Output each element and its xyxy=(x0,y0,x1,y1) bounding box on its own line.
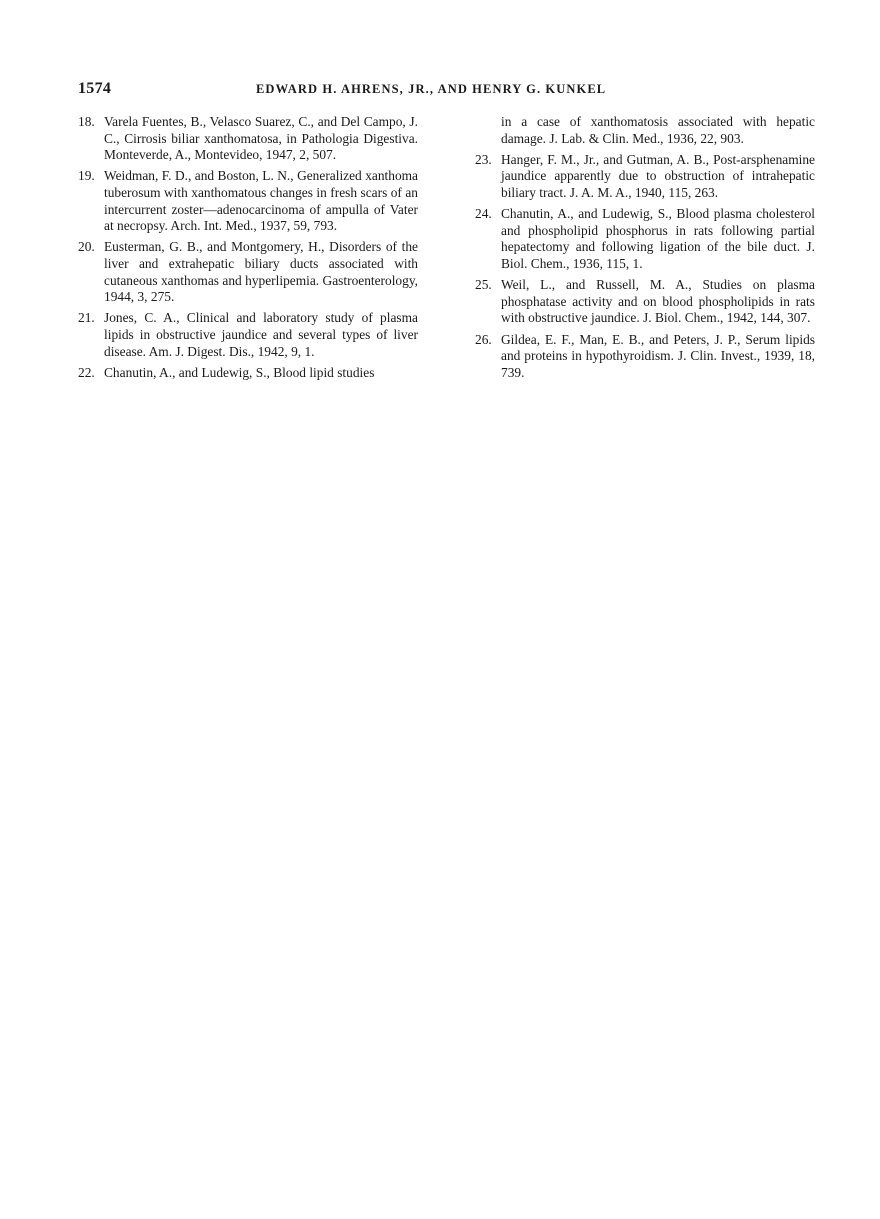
reference-26 xyxy=(475,332,815,382)
reference-22-continuation: in a case of xanthomatosis associated with hepatic damage. J. Lab. & Clin. Med., 1936, 22, 903. xyxy=(501,114,815,146)
reference-24 xyxy=(475,206,815,272)
reference-text: Eusterman, G. B., and Montgomery, H., Disorders of the liver and extrahepatic biliary ducts associated with cutaneous xanthomas and hyperlipemia. Gastroenterology, 1944, 3, 275. xyxy=(104,239,418,305)
reference-number: 18. xyxy=(78,114,95,129)
reference-25 xyxy=(475,277,815,327)
reference-text: Chanutin, A., and Ludewig, S., Blood plasma cholesterol and phospholipid phosphorus in rats following partial hepatectomy and following ligation of the bile duct. J. Biol. Chem., 1936, 115, 1. xyxy=(501,206,815,271)
reference-22 xyxy=(78,365,418,382)
reference-text: Weidman, F. D., and Boston, L. N., Generalized xanthoma tuberosum with xanthomatous changes in fresh scars of an intercurrent zoster—adenocarcinoma of ampulla of Vater at necropsy. Arch. Int. Med., 1937, 59, 793. xyxy=(104,168,418,234)
reference-23 xyxy=(475,152,815,202)
references-left-column xyxy=(78,114,418,386)
reference-text: Weil, L., and Russell, M. A., Studies on plasma phosphatase activity and on blood phospholipids in rats with obstructive jaundice. J. Biol. Chem., 1942, 144, 307. xyxy=(501,277,815,326)
reference-number: 26. xyxy=(475,331,492,347)
reference-number: 22. xyxy=(78,364,95,380)
reference-21 xyxy=(78,310,418,360)
reference-19 xyxy=(78,168,418,234)
page-header xyxy=(78,80,814,100)
reference-text: Jones, C. A., Clinical and laboratory study of plasma lipids in obstructive jaundice and several types of liver disease. Am. J. Digest. Dis., 1942, 9, 1. xyxy=(104,310,418,359)
reference-text: Varela Fuentes, B., Velasco Suarez, C., and Del Campo, J. C., Cirrosis biliar xanthomatosa, in Pathologia Digestiva. Monteverde, A., Montevideo, 1947, 2, 507. xyxy=(104,114,418,163)
reference-number: 25. xyxy=(475,277,492,293)
reference-number: 21. xyxy=(78,310,95,326)
reference-number: 20. xyxy=(78,239,95,255)
page-number: 1574 xyxy=(78,80,112,97)
reference-number: 23. xyxy=(475,151,492,167)
reference-number: 24. xyxy=(475,206,492,222)
reference-text: Gildea, E. F., Man, E. B., and Peters, J. P., Serum lipids and proteins in hypothyroidism. J. Clin. Invest., 1939, 18, 739. xyxy=(501,331,815,380)
reference-text: Chanutin, A., and Ludewig, S., Blood lipid studies xyxy=(104,364,375,380)
running-head: EDWARD H. AHRENS, JR., AND HENRY G. KUNKEL xyxy=(256,82,607,96)
references-right-column xyxy=(475,114,815,386)
reference-number: 19. xyxy=(78,168,95,184)
reference-20 xyxy=(78,239,418,305)
reference-18 xyxy=(78,114,418,164)
reference-text: Hanger, F. M., Jr., and Gutman, A. B., Post-arsphenamine jaundice apparently due to obstruction of intrahepatic biliary tract. J. A. M. A., 1940, 115, 263. xyxy=(501,151,815,200)
